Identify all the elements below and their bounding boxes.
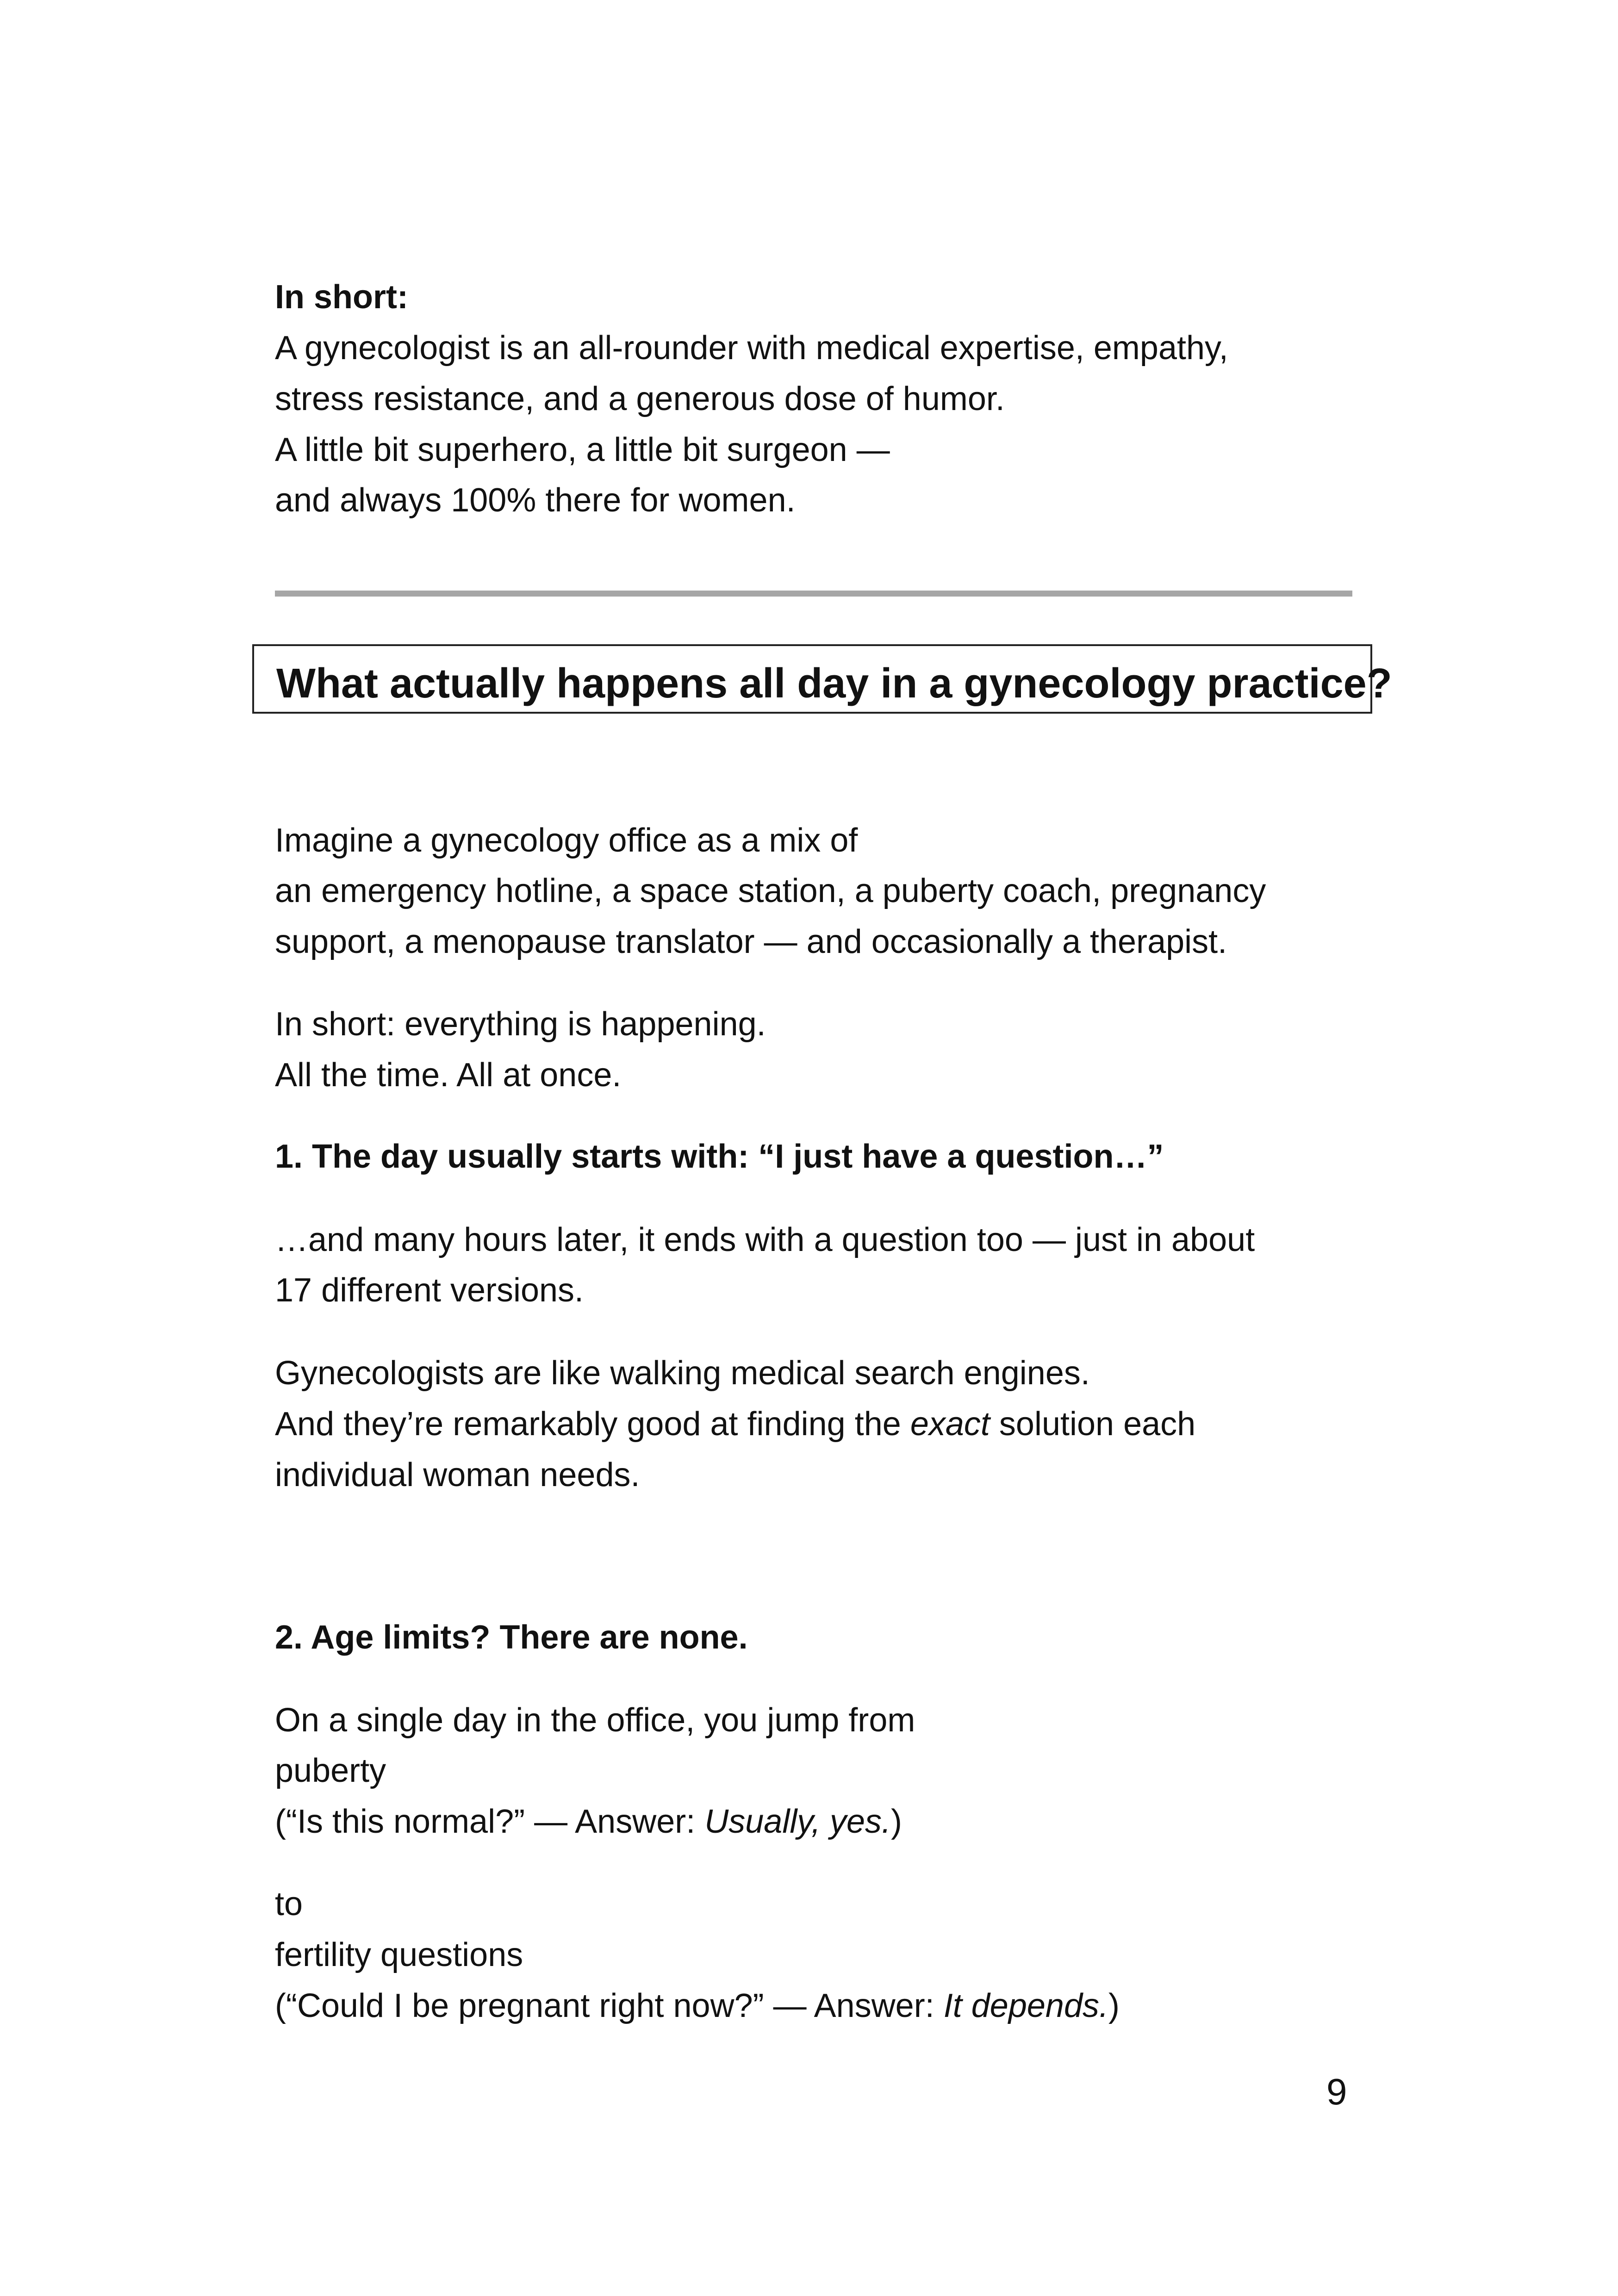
point2-heading: 2. Age limits? There are none.: [275, 1619, 748, 1656]
point2-para2-line-2: fertility questions: [275, 1936, 523, 1973]
summary-heading: In short:: [275, 279, 408, 316]
point2-para1-line-3-before: (“Is this normal?” — Answer:: [275, 1803, 705, 1840]
intro-line-3: support, a menopause translator — and occasionally a therapist.: [275, 923, 1227, 960]
point2-para2-line-1: to: [275, 1885, 303, 1923]
point1-para2-line-2-after: solution each: [989, 1406, 1196, 1443]
point2-para2-line-3-after: ): [1108, 1987, 1120, 2024]
point2-para1-line-3-after: ): [891, 1803, 902, 1840]
point2-para2-line-3-before: (“Could I be pregnant right now?” — Answer:: [275, 1987, 944, 2024]
point1-para2-line-2-before: And they’re remarkably good at finding the: [275, 1406, 910, 1443]
horizontal-divider: [275, 591, 1352, 597]
summary-line-2: stress resistance, and a generous dose of humor.: [275, 380, 1005, 417]
summary-line-3: A little bit superhero, a little bit surgeon —: [275, 431, 890, 468]
everything-line-2: All the time. All at once.: [275, 1057, 622, 1094]
point2-para1-line-3-emphasis: Usually, yes.: [704, 1803, 891, 1840]
section-title-box: [252, 644, 1392, 714]
point1-para1-line-1: …and many hours later, it ends with a question too — just in about: [275, 1221, 1255, 1258]
everything-line-1: In short: everything is happening.: [275, 1006, 766, 1043]
summary-line-4: and always 100% there for women.: [275, 482, 796, 519]
point1-heading: 1. The day usually starts with: “I just have a question…”: [275, 1138, 1164, 1175]
point2-para1-line-2: puberty: [275, 1752, 386, 1789]
section-title: What actually happens all day in a gynecology practice?: [276, 660, 1392, 707]
point2-para1-line-1: On a single day in the office, you jump from: [275, 1702, 915, 1739]
point2-para1-line-3: [275, 1805, 902, 1838]
point1-para2-line-2: [275, 1407, 1195, 1441]
page-number: 9: [1326, 2071, 1347, 2112]
intro-line-1: Imagine a gynecology office as a mix of: [275, 822, 858, 859]
point1-para2-line-1: Gynecologists are like walking medical search engines.: [275, 1355, 1090, 1392]
intro-line-2: an emergency hotline, a space station, a puberty coach, pregnancy: [275, 872, 1266, 909]
summary-line-1: A gynecologist is an all-rounder with medical expertise, empathy,: [275, 330, 1228, 367]
point2-para2-line-3-emphasis: It depends.: [943, 1987, 1108, 2024]
point2-para2-line-3: [275, 1989, 1120, 2022]
point1-para1-line-2: 17 different versions.: [275, 1272, 584, 1309]
point1-para2-line-2-emphasis: exact: [910, 1406, 990, 1443]
point1-para2-line-3: individual woman needs.: [275, 1456, 640, 1493]
